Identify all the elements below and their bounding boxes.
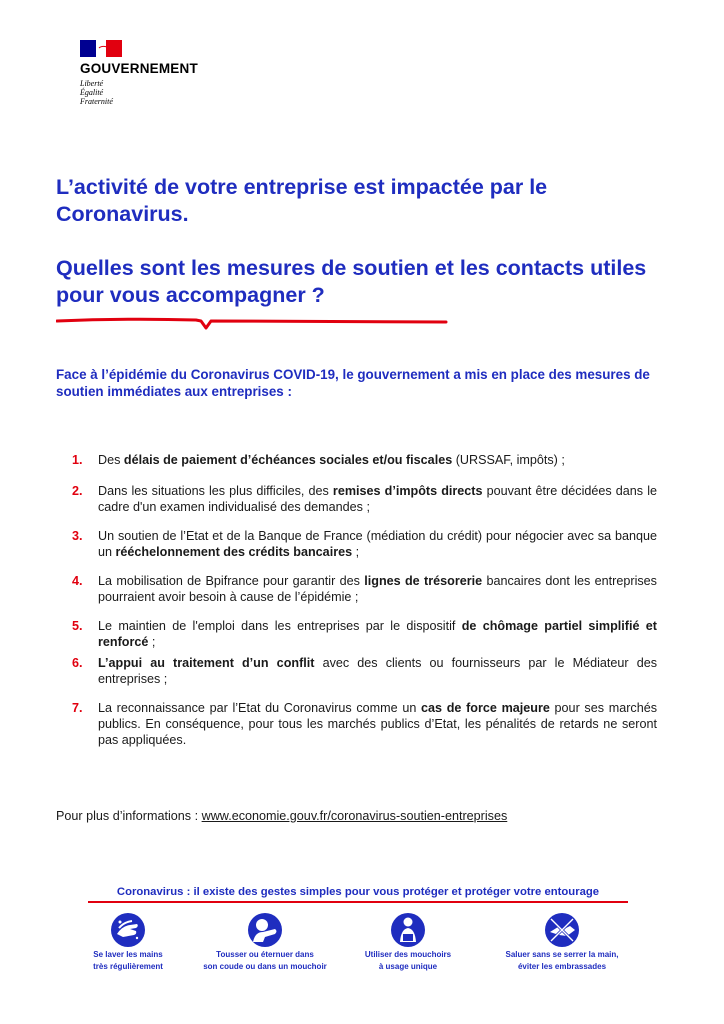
intro-paragraph: Face à l’épidémie du Coronavirus COVID-19, le gouvernement a mis en place des mesures de soutien immédiates aux entreprises :	[56, 367, 650, 399]
tissue-icon	[390, 912, 426, 948]
republic-motto: Liberté Égalité Fraternité	[80, 79, 113, 106]
gesture-cough-elbow: Tousser ou éternuer dans son coude ou dans un mouchoir	[200, 912, 330, 972]
banner-title: Coronavirus : il existe des gestes simples pour vous protéger et protéger votre entourage	[116, 886, 600, 898]
gesture-hand-washing: Se laver les mains très régulièrement	[63, 912, 193, 972]
gesture-tissue: Utiliser des mouchoirs à usage unique	[343, 912, 473, 972]
no-handshake-icon	[544, 912, 580, 948]
page-title: L’activité de votre entreprise est impactée par le Coronavirus.	[56, 175, 548, 226]
more-info-link[interactable]: www.economie.gouv.fr/coronavirus-soutien-entreprises	[201, 809, 508, 823]
measure-item: 2. Dans les situations les plus difficiles, des remises d’impôts directs pouvant être décidées dans le cadre d'un examen individualisé des demandes ;	[72, 484, 657, 514]
more-info-label: Pour plus d’informations :	[56, 809, 202, 823]
hand-washing-icon	[110, 912, 146, 948]
more-info	[56, 808, 507, 824]
marianne-flag-icon	[80, 40, 122, 57]
measure-item: 4. La mobilisation de Bpifrance pour garantir des lignes de trésorerie bancaires dont les entreprises pourraient avoir besoin à cause de l’épidémie ;	[72, 574, 657, 604]
measure-item: 5. Le maintien de l'emploi dans les entreprises par le dispositif de chômage partiel simplifié et renforcé ;	[72, 619, 657, 649]
page-subtitle: Quelles sont les mesures de soutien et les contacts utiles pour vous accompagner ?	[56, 256, 647, 307]
government-name: GOUVERNEMENT	[80, 61, 198, 76]
measure-item: 1. Des délais de paiement d’échéances sociales et/ou fiscales (URSSAF, impôts) ;	[72, 453, 565, 467]
measure-item: 6. L’appui au traitement d’un conflit avec des clients ou fournisseurs par le Médiateur des entreprises ;	[72, 656, 657, 686]
gesture-no-handshake: Saluer sans se serrer la main, éviter les embrassades	[497, 912, 627, 972]
speech-underline-icon	[56, 316, 448, 332]
government-logo	[80, 40, 198, 106]
cough-elbow-icon	[247, 912, 283, 948]
banner-divider	[88, 901, 628, 903]
measure-item: 3. Un soutien de l’Etat et de la Banque de France (médiation du crédit) pour négocier avec sa banque un rééchelonnement des crédits bancaires ;	[72, 529, 657, 559]
prevention-banner	[88, 886, 628, 971]
measure-item: 7. La reconnaissance par l’Etat du Coronavirus comme un cas de force majeure pour ses marchés publics. En conséquence, pour tous les marchés publics d’Etat, les pénalités de retards ne seront pas appliquées.	[72, 701, 657, 747]
